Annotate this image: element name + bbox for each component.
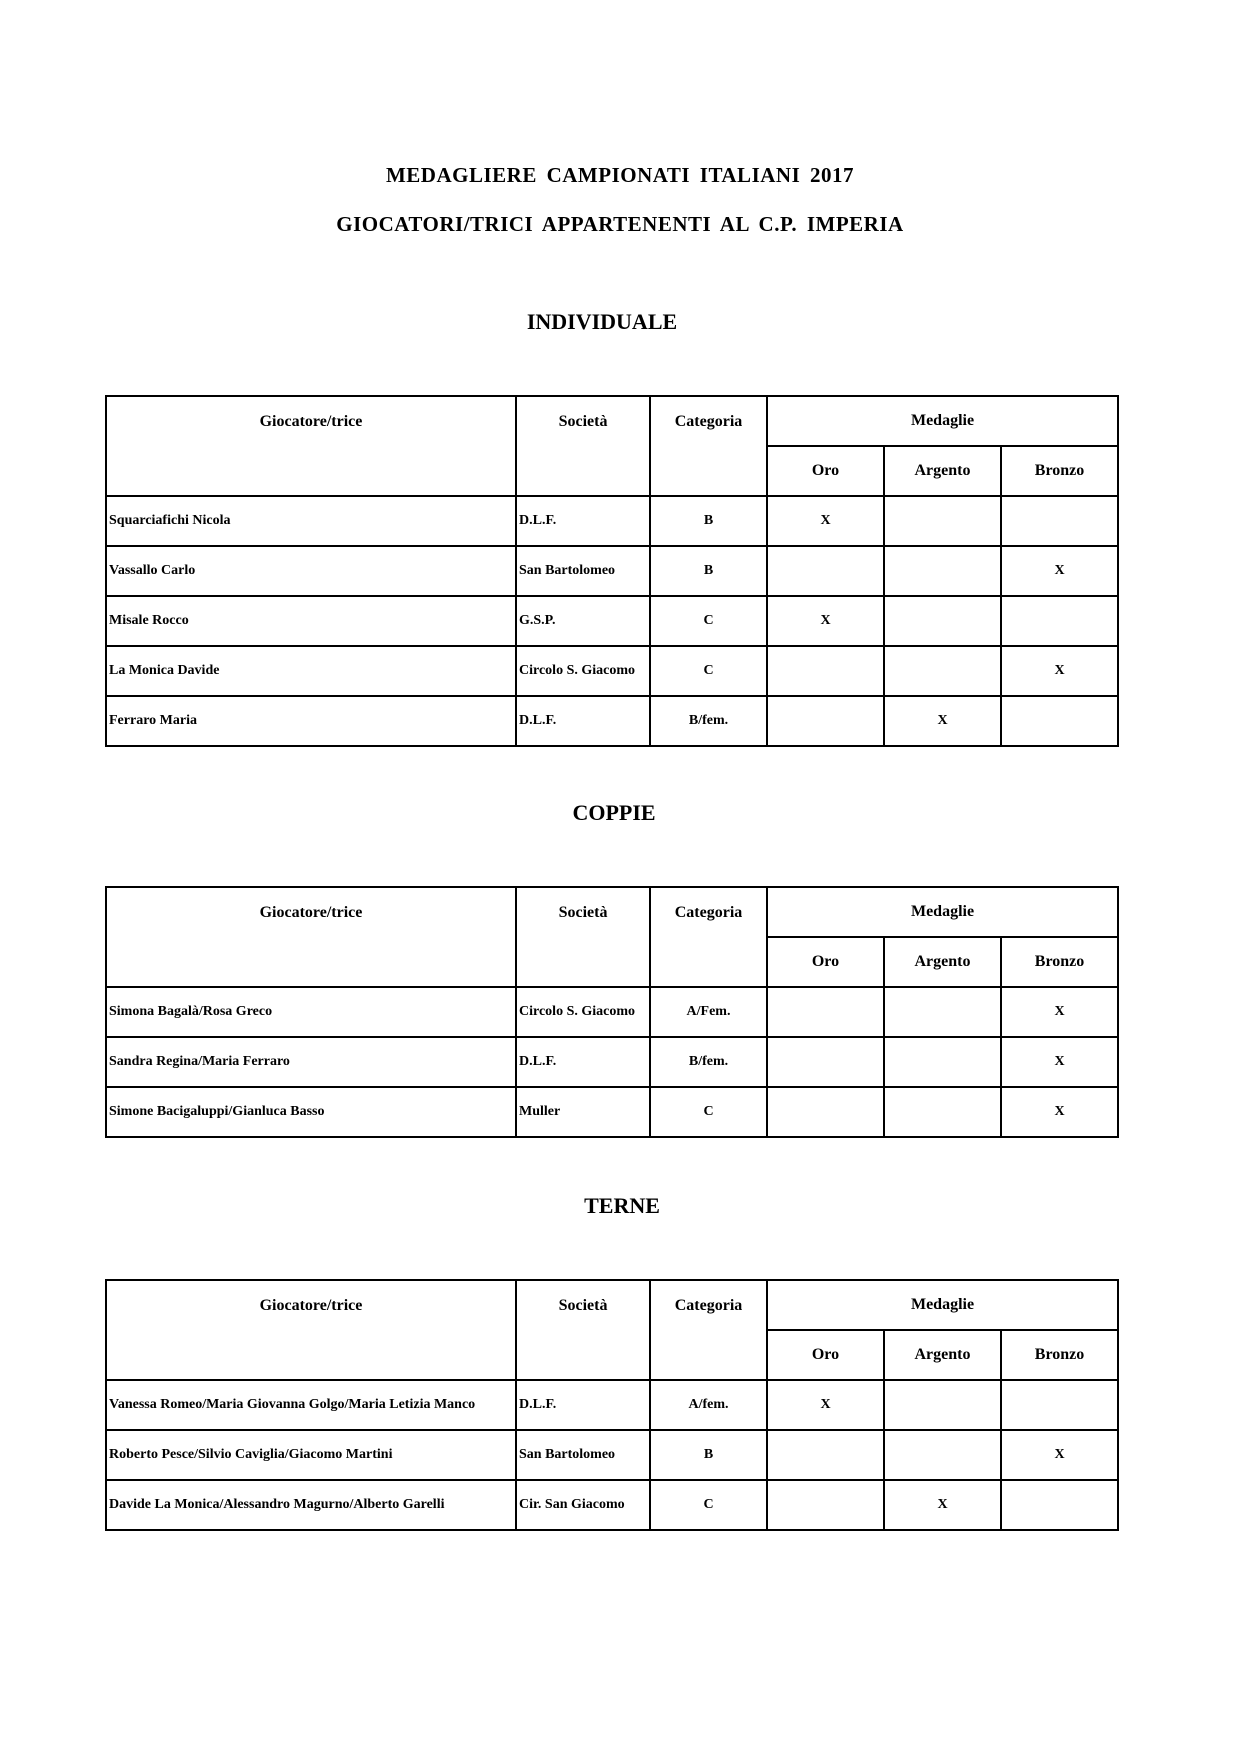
- header-category: Categoria: [650, 1280, 767, 1380]
- category-cell: B: [650, 1430, 767, 1480]
- bronze-cell: X: [1001, 1430, 1118, 1480]
- bronze-cell: [1001, 596, 1118, 646]
- silver-cell: [884, 1430, 1001, 1480]
- player-cell: Ferraro Maria: [106, 696, 516, 746]
- section-title-coppie: COPPIE: [572, 800, 656, 825]
- club-cell: D.L.F.: [516, 1037, 650, 1087]
- club-cell: Muller: [516, 1087, 650, 1137]
- gold-cell: [767, 987, 884, 1037]
- header-silver: Argento: [884, 937, 1001, 987]
- player-cell: Roberto Pesce/Silvio Caviglia/Giacomo Martini: [106, 1430, 516, 1480]
- header-player: Giocatore/trice: [106, 1280, 516, 1380]
- silver-cell: [884, 546, 1001, 596]
- club-cell: San Bartolomeo: [516, 1430, 650, 1480]
- header-club: Società: [516, 1280, 650, 1380]
- category-cell: A/fem.: [650, 1380, 767, 1430]
- gold-cell: [767, 1480, 884, 1530]
- player-cell: Davide La Monica/Alessandro Magurno/Alberto Garelli: [106, 1480, 516, 1530]
- category-cell: C: [650, 596, 767, 646]
- gold-cell: [767, 1087, 884, 1137]
- club-cell: G.S.P.: [516, 596, 650, 646]
- bronze-cell: [1001, 1380, 1118, 1430]
- category-cell: B/fem.: [650, 696, 767, 746]
- club-cell: D.L.F.: [516, 496, 650, 546]
- club-cell: Circolo S. Giacomo: [516, 646, 650, 696]
- gold-cell: X: [767, 1380, 884, 1430]
- header-club: Società: [516, 887, 650, 987]
- bronze-cell: X: [1001, 646, 1118, 696]
- table-individuale: [105, 395, 1119, 747]
- bronze-cell: X: [1001, 987, 1118, 1037]
- category-cell: C: [650, 1087, 767, 1137]
- header-medals: Medaglie: [767, 887, 1118, 937]
- table-row: [106, 987, 1118, 1037]
- document-subtitle: GIOCATORI/TRICI APPARTENENTI AL C.P. IMPERIA: [336, 212, 904, 236]
- gold-cell: [767, 1430, 884, 1480]
- player-cell: La Monica Davide: [106, 646, 516, 696]
- silver-cell: X: [884, 696, 1001, 746]
- table-row: [106, 696, 1118, 746]
- header-gold: Oro: [767, 937, 884, 987]
- gold-cell: [767, 546, 884, 596]
- table-coppie: [105, 886, 1119, 1138]
- category-cell: C: [650, 646, 767, 696]
- category-cell: A/Fem.: [650, 987, 767, 1037]
- section-title-terne: TERNE: [584, 1193, 660, 1218]
- player-cell: Vassallo Carlo: [106, 546, 516, 596]
- silver-cell: [884, 1087, 1001, 1137]
- table-terne: [105, 1279, 1119, 1531]
- header-silver: Argento: [884, 1330, 1001, 1380]
- header-club: Società: [516, 396, 650, 496]
- bronze-cell: X: [1001, 1037, 1118, 1087]
- table-row: [106, 1430, 1118, 1480]
- header-medals: Medaglie: [767, 1280, 1118, 1330]
- header-bronze: Bronzo: [1001, 937, 1118, 987]
- header-player: Giocatore/trice: [106, 887, 516, 987]
- bronze-cell: [1001, 1480, 1118, 1530]
- gold-cell: X: [767, 596, 884, 646]
- gold-cell: [767, 646, 884, 696]
- gold-cell: [767, 1037, 884, 1087]
- gold-cell: X: [767, 496, 884, 546]
- player-cell: Simona Bagalà/Rosa Greco: [106, 987, 516, 1037]
- silver-cell: [884, 596, 1001, 646]
- table-row: [106, 646, 1118, 696]
- header-category: Categoria: [650, 396, 767, 496]
- player-cell: Squarciafichi Nicola: [106, 496, 516, 546]
- table-row: [106, 496, 1118, 546]
- section-title-individuale: INDIVIDUALE: [526, 309, 678, 334]
- category-cell: B: [650, 546, 767, 596]
- header-gold: Oro: [767, 1330, 884, 1380]
- club-cell: San Bartolomeo: [516, 546, 650, 596]
- player-cell: Simone Bacigaluppi/Gianluca Basso: [106, 1087, 516, 1137]
- table-row: [106, 1087, 1118, 1137]
- silver-cell: X: [884, 1480, 1001, 1530]
- player-cell: Misale Rocco: [106, 596, 516, 646]
- header-bronze: Bronzo: [1001, 446, 1118, 496]
- header-medals: Medaglie: [767, 396, 1118, 446]
- header-bronze: Bronzo: [1001, 1330, 1118, 1380]
- silver-cell: [884, 987, 1001, 1037]
- bronze-cell: [1001, 496, 1118, 546]
- bronze-cell: [1001, 696, 1118, 746]
- header-gold: Oro: [767, 446, 884, 496]
- header-silver: Argento: [884, 446, 1001, 496]
- category-cell: C: [650, 1480, 767, 1530]
- table-row: [106, 1380, 1118, 1430]
- header-player: Giocatore/trice: [106, 396, 516, 496]
- table-row: [106, 1480, 1118, 1530]
- document-title: MEDAGLIERE CAMPIONATI ITALIANI 2017: [385, 163, 854, 187]
- club-cell: Cir. San Giacomo: [516, 1480, 650, 1530]
- category-cell: B/fem.: [650, 1037, 767, 1087]
- table-row: [106, 1037, 1118, 1087]
- gold-cell: [767, 696, 884, 746]
- bronze-cell: X: [1001, 1087, 1118, 1137]
- club-cell: D.L.F.: [516, 1380, 650, 1430]
- club-cell: D.L.F.: [516, 696, 650, 746]
- club-cell: Circolo S. Giacomo: [516, 987, 650, 1037]
- category-cell: B: [650, 496, 767, 546]
- header-category: Categoria: [650, 887, 767, 987]
- table-row: [106, 546, 1118, 596]
- silver-cell: [884, 1037, 1001, 1087]
- silver-cell: [884, 1380, 1001, 1430]
- player-cell: Vanessa Romeo/Maria Giovanna Golgo/Maria Letizia Manco: [106, 1380, 516, 1430]
- silver-cell: [884, 646, 1001, 696]
- bronze-cell: X: [1001, 546, 1118, 596]
- table-row: [106, 596, 1118, 646]
- silver-cell: [884, 496, 1001, 546]
- player-cell: Sandra Regina/Maria Ferraro: [106, 1037, 516, 1087]
